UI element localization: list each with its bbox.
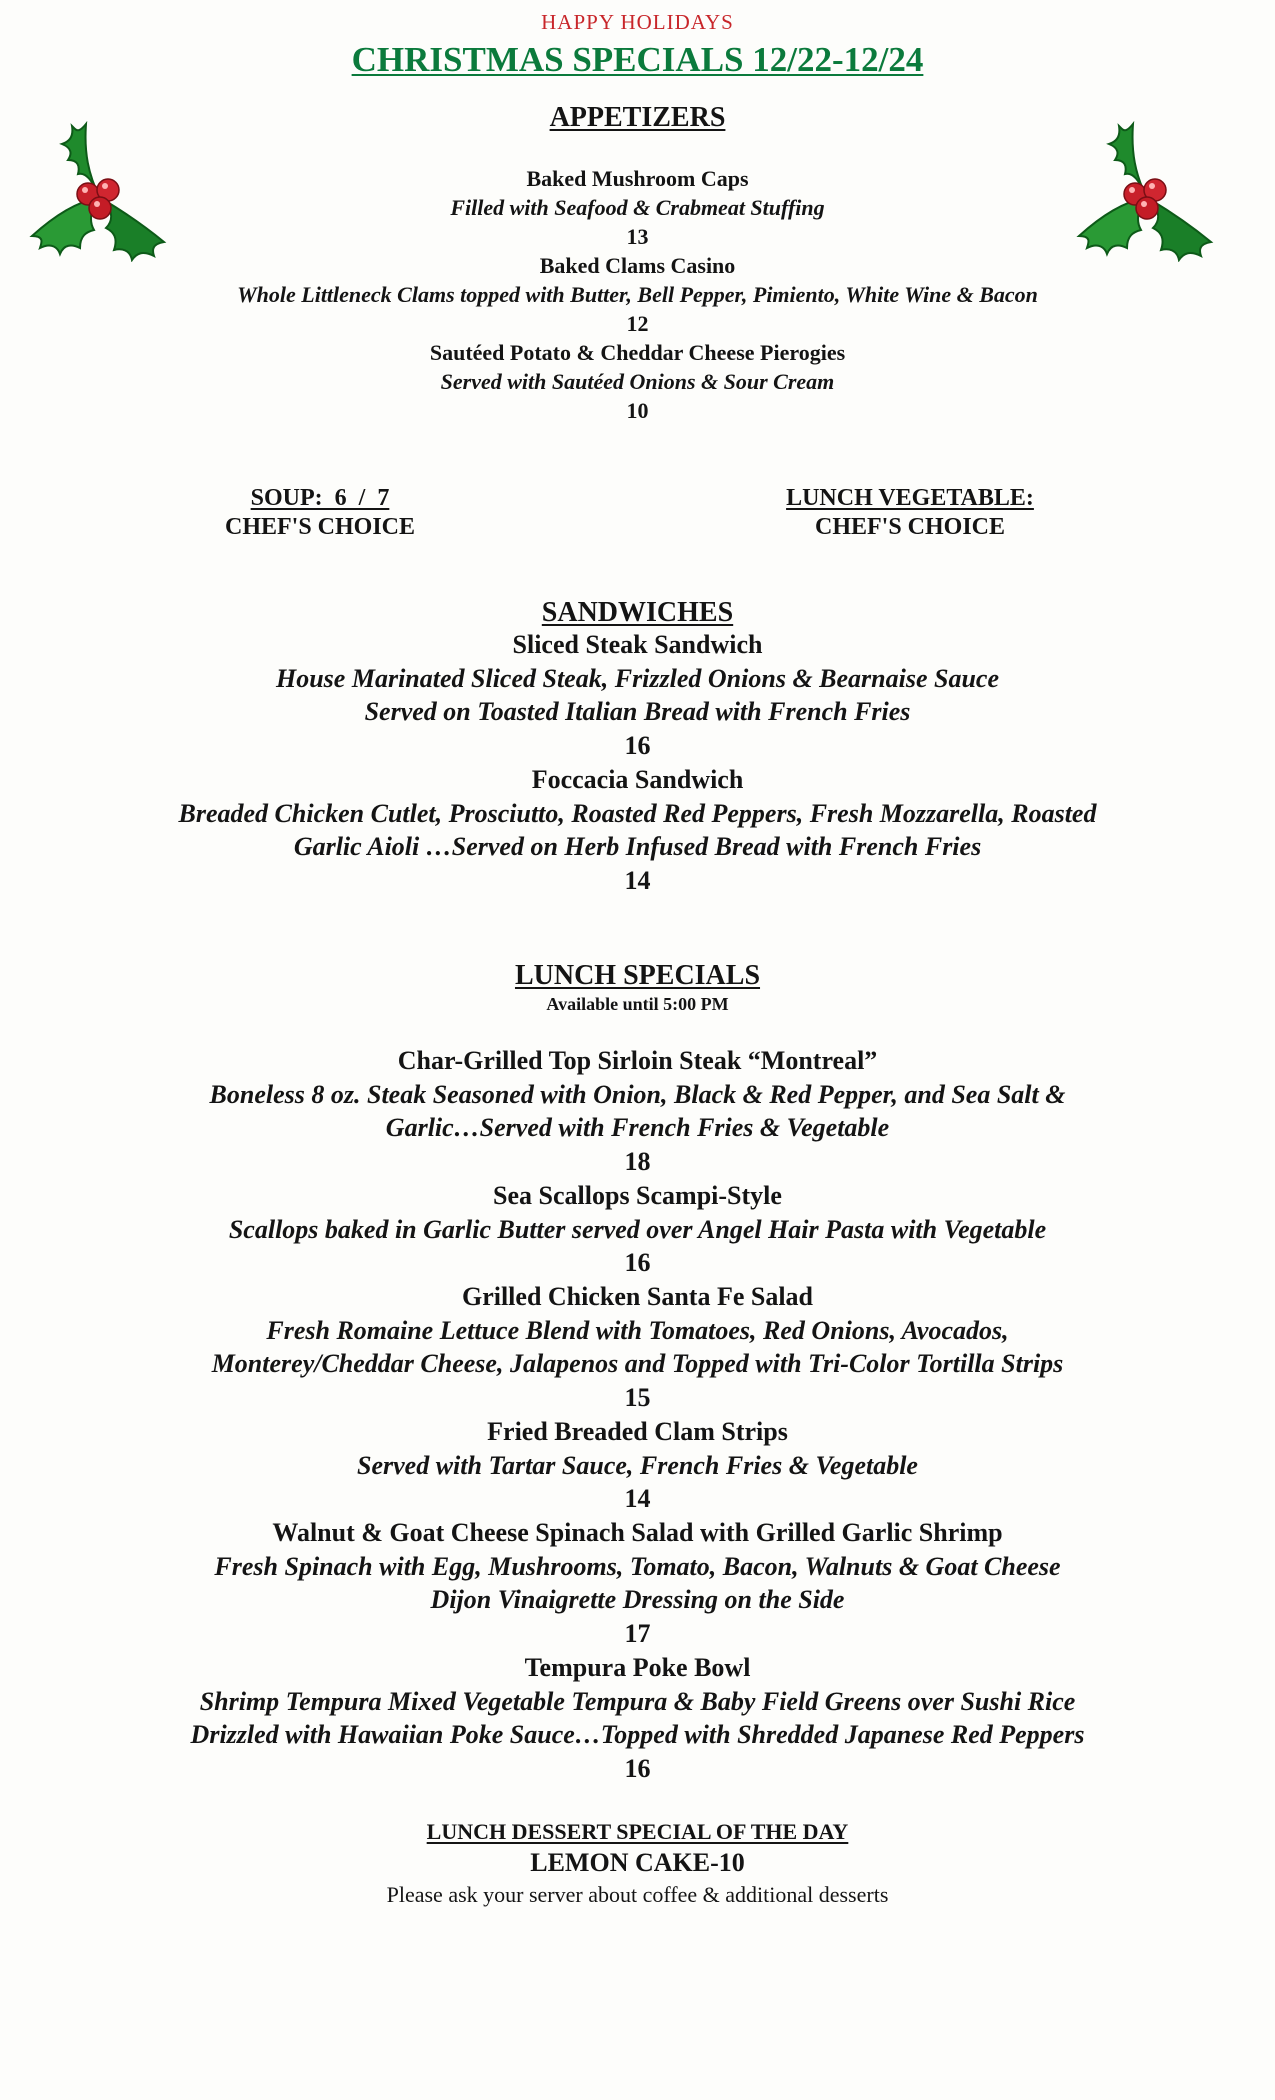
menu-item-name: Char-Grilled Top Sirloin Steak “Montreal” (397, 1046, 878, 1075)
menu-item-price: 16 (624, 1248, 651, 1277)
menu-item-name: Sautéed Potato & Cheddar Cheese Pierogies (429, 340, 846, 365)
menu-item-description: Fresh Romaine Lettuce Blend with Tomatoes, Red Onions, Avocados, (266, 1316, 1009, 1345)
menu-item-price: 18 (624, 1147, 651, 1176)
menu-item-price: 10 (626, 398, 649, 423)
menu-item-description: Monterey/Cheddar Cheese, Jalapenos and Topped with Tri-Color Tortilla Strips (211, 1349, 1064, 1378)
menu-item-description: Fresh Spinach with Egg, Mushrooms, Tomato, Bacon, Walnuts & Goat Cheese (214, 1552, 1061, 1581)
menu-item-description: Drizzled with Hawaiian Poke Sauce…Topped with Shredded Japanese Red Peppers (190, 1720, 1085, 1749)
section-heading-sandwiches: SANDWICHES (541, 597, 734, 628)
lunch-vegetable-block (750, 485, 1070, 541)
menu-item-description: Scallops baked in Garlic Butter served over Angel Hair Pasta with Vegetable (228, 1215, 1047, 1244)
soup-label: SOUP: 6 / 7 (250, 485, 390, 511)
menu-item-price: 13 (626, 224, 649, 249)
menu-item-description: House Marinated Sliced Steak, Frizzled Onions & Bearnaise Sauce (275, 664, 1000, 693)
menu-item-name: Foccacia Sandwich (531, 765, 744, 794)
section-heading-appetizers: APPETIZERS (549, 102, 726, 133)
menu-item-name: Sliced Steak Sandwich (512, 630, 763, 659)
menu-item-name: Baked Mushroom Caps (526, 166, 749, 191)
menu-item-description: Whole Littleneck Clams topped with Butter, Bell Pepper, Pimiento, White Wine & Bacon (237, 282, 1038, 307)
menu-item-description: Garlic…Served with French Fries & Vegetable (385, 1113, 890, 1142)
menu-item-description: Shrimp Tempura Mixed Vegetable Tempura & Baby Field Greens over Sushi Rice (199, 1687, 1076, 1716)
menu-item-price: 12 (626, 311, 649, 336)
menu-item-price: 14 (624, 866, 651, 895)
menu-item-description: Dijon Vinaigrette Dressing on the Side (430, 1585, 845, 1614)
menu-item-price: 16 (624, 1754, 651, 1783)
menu-item-description: Served with Tartar Sauce, French Fries & Vegetable (357, 1451, 918, 1480)
dessert-note: Please ask your server about coffee & additional desserts (386, 1882, 889, 1907)
soup-value: CHEF'S CHOICE (224, 514, 416, 540)
menu-item-description: Breaded Chicken Cutlet, Prosciutto, Roasted Red Peppers, Fresh Mozzarella, Roasted (178, 799, 1097, 828)
menu-item-price: 17 (624, 1619, 651, 1648)
section-heading-lunch-specials: LUNCH SPECIALS (514, 960, 761, 991)
menu-item-name: Sea Scallops Scampi-Style (493, 1181, 782, 1210)
menu-item-name: Tempura Poke Bowl (524, 1653, 751, 1682)
menu-item-price: 15 (624, 1383, 651, 1412)
menu-item-name: Baked Clams Casino (539, 253, 736, 278)
lunch-vegetable-label: LUNCH VEGETABLE: (786, 485, 1034, 511)
page-title: CHRISTMAS SPECIALS 12/22-12/24 (351, 40, 924, 79)
menu-item-description: Garlic Aioli …Served on Herb Infused Bread with French Fries (293, 832, 982, 861)
menu-item-price: 16 (624, 731, 651, 760)
section-subheading: Available until 5:00 PM (546, 994, 729, 1014)
soup-block (180, 485, 460, 541)
dessert-heading: LUNCH DESSERT SPECIAL OF THE DAY (426, 1819, 849, 1844)
menu-item-name: Walnut & Goat Cheese Spinach Salad with Grilled Garlic Shrimp (272, 1518, 1003, 1547)
menu-item-name: Fried Breaded Clam Strips (487, 1417, 788, 1446)
dessert-item: LEMON CAKE-10 (530, 1848, 745, 1877)
menu-item-description: Served with Sautéed Onions & Sour Cream (440, 369, 835, 394)
greeting: HAPPY HOLIDAYS (541, 10, 734, 34)
menu-item-description: Served on Toasted Italian Bread with French Fries (364, 697, 911, 726)
menu-item-description: Boneless 8 oz. Steak Seasoned with Onion, Black & Red Pepper, and Sea Salt & (209, 1080, 1066, 1109)
lunch-vegetable-value: CHEF'S CHOICE (814, 514, 1006, 540)
menu-item-name: Grilled Chicken Santa Fe Salad (461, 1282, 814, 1311)
menu-item-price: 14 (624, 1484, 651, 1513)
menu-item-description: Filled with Seafood & Crabmeat Stuffing (450, 195, 825, 220)
